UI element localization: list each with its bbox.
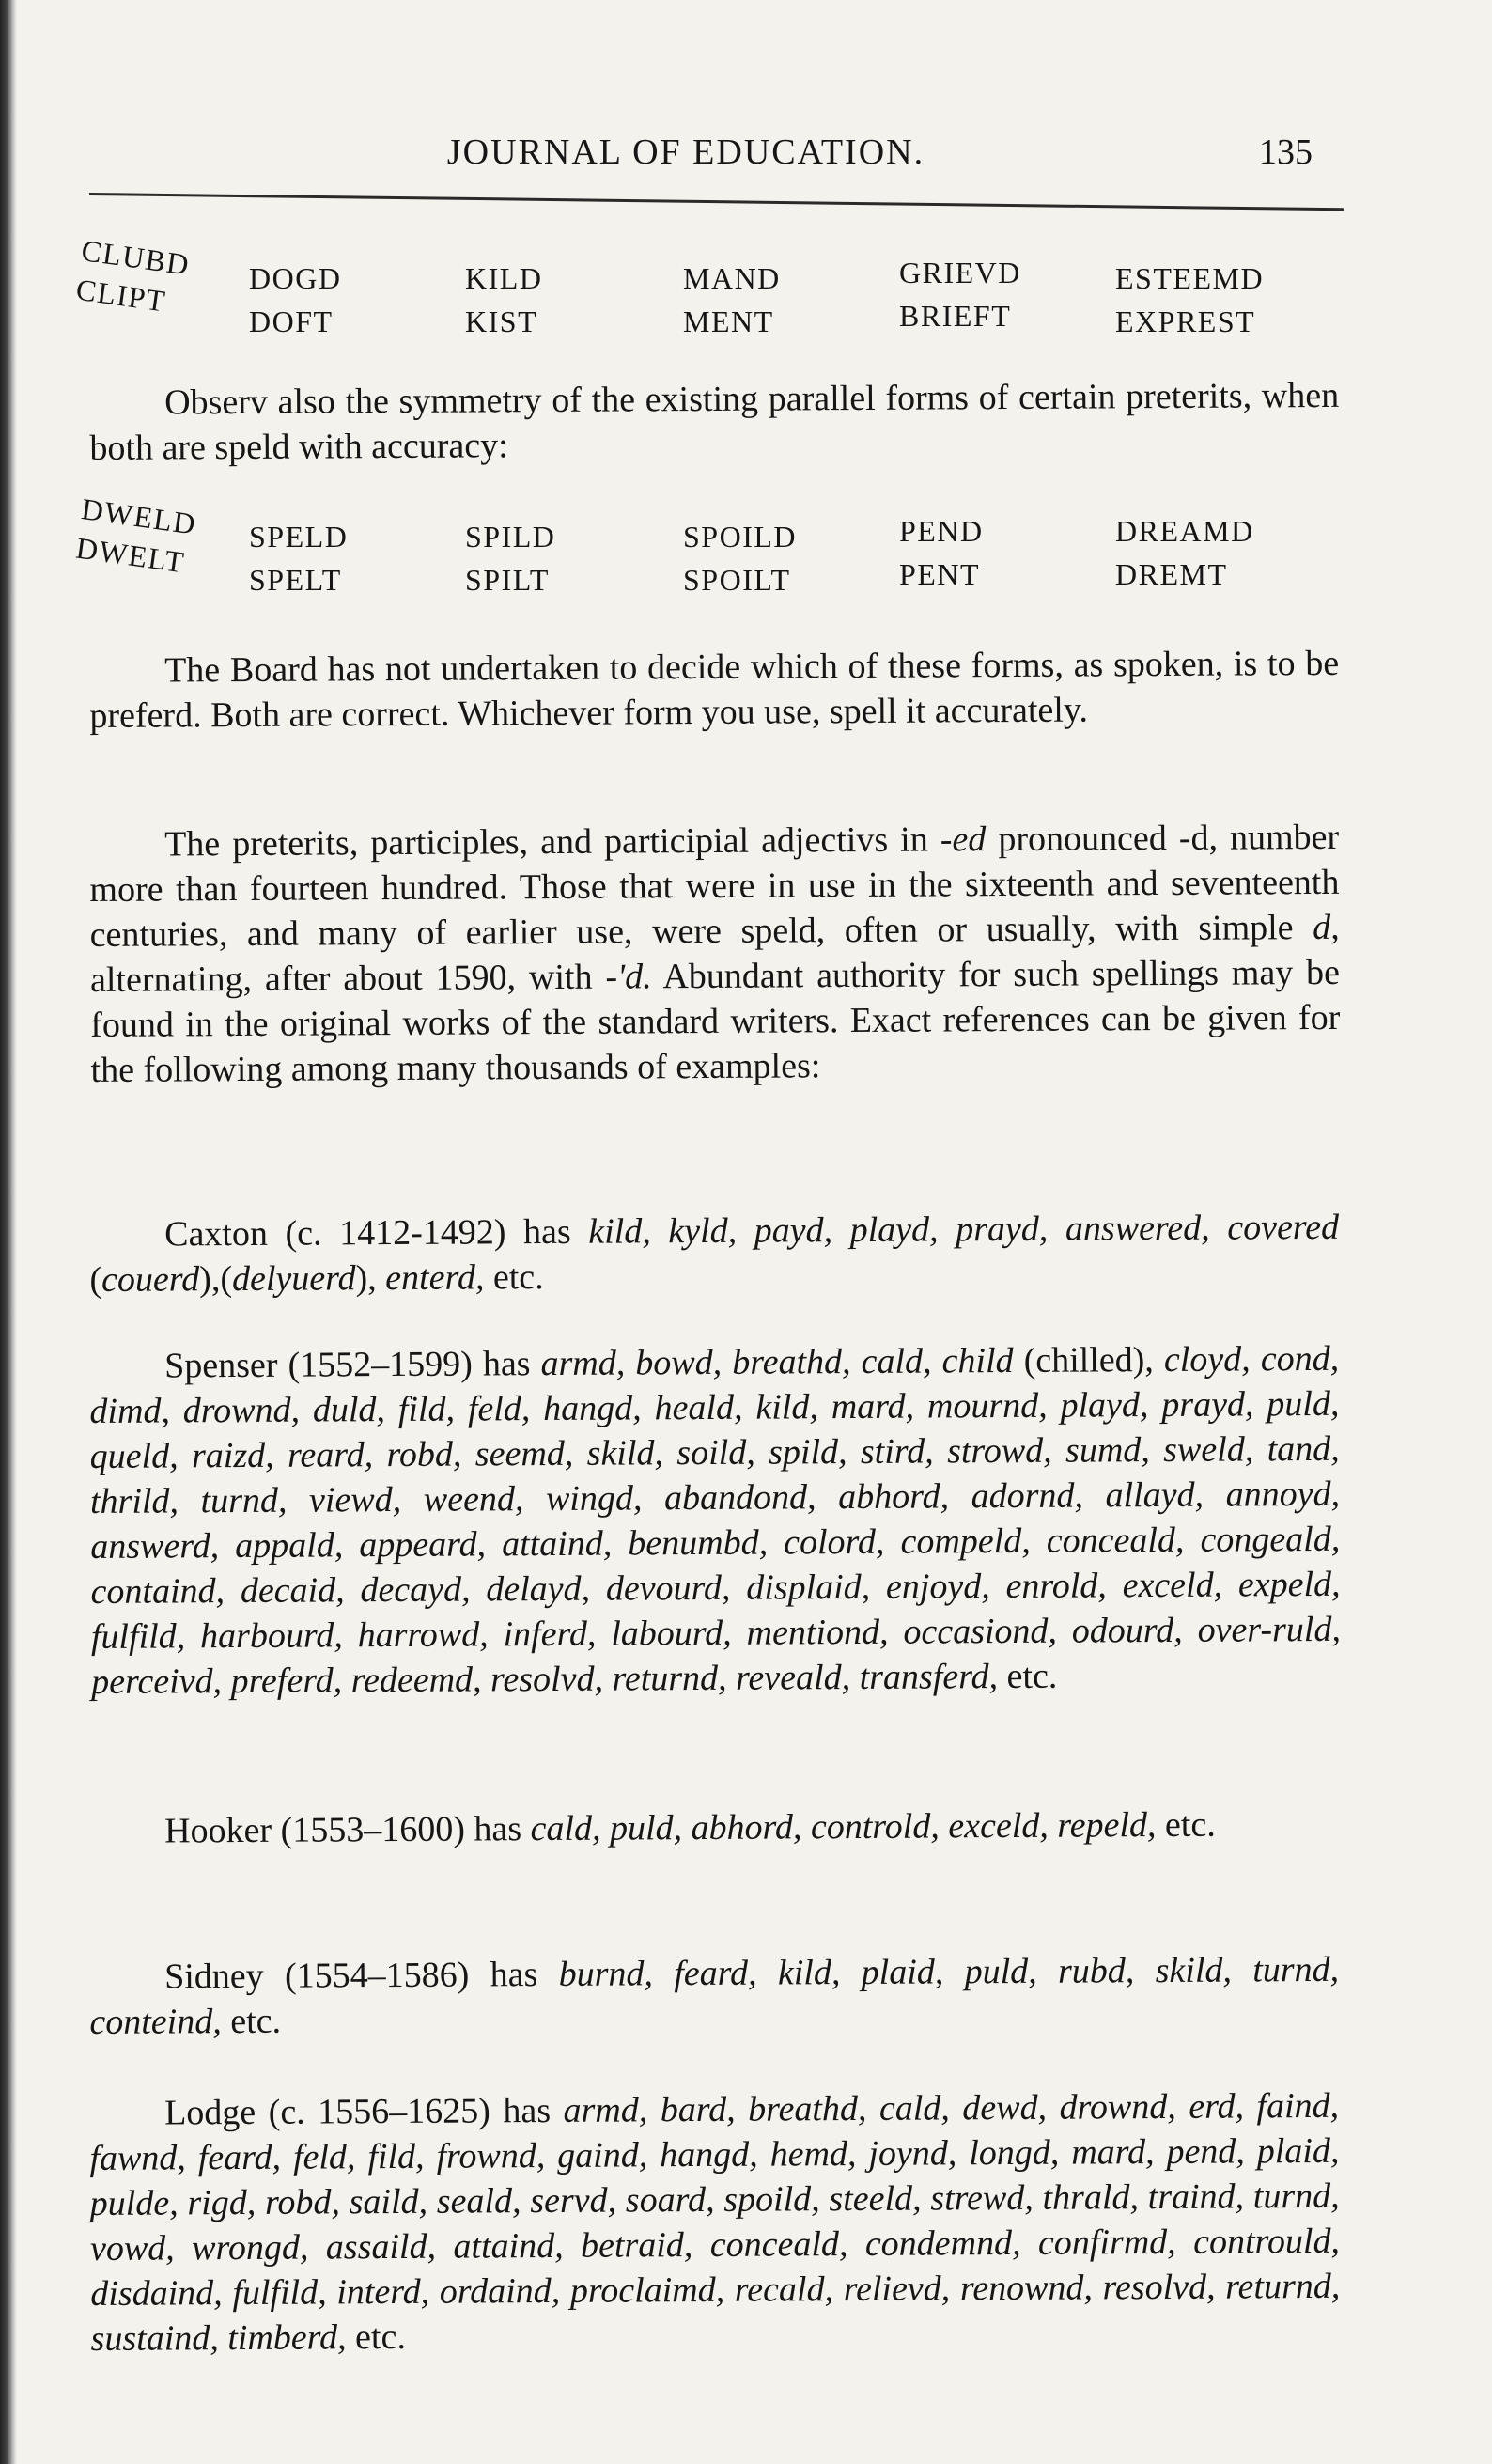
grid-column bbox=[683, 515, 871, 601]
grid-word: DWELT bbox=[73, 530, 188, 580]
paragraph-text: The Board has not undertaken to decide which of these forms, as spoken, is to be preferd. Both are correct. Whichever form you use, spell it accurately. bbox=[89, 643, 1340, 736]
paragraph-text: etc. bbox=[1156, 1804, 1216, 1846]
paragraph-text: etc. bbox=[221, 2001, 282, 2042]
paragraph-text: ), bbox=[355, 1258, 386, 1299]
grid-word: SPILD bbox=[465, 520, 556, 554]
italic-text: burnd, feard, kild, plaid, puld, rubd, skild, turnd, conteind, bbox=[89, 1949, 1340, 2042]
grid-word: DOGD bbox=[249, 261, 342, 295]
grid-word: DREMT bbox=[1115, 557, 1228, 591]
paragraph-text: alternating, after about 1590, with bbox=[89, 957, 606, 1000]
running-title: JOURNAL OF EDUCATION. bbox=[446, 133, 925, 172]
italic-text: -'d. bbox=[605, 957, 652, 997]
grid-word: KIST bbox=[465, 304, 538, 338]
italic-text: armd, bard, breathd, cald, dewd, drownd, erd, faind, fawnd, feard, feld, fild, frownd, gaind, hangd, hemd, joynd, longd, mard, pend, plaid, pulde, rigd, robd, saild, seald, servd, soard, spoild, steeld, strewd, thrald, traind, turnd, vowd, wrongd, assaild, attaind, betraid, conceald, condemnd, confirmd, contrould, disdaind, fulfild, interd, ordaind, proclaimd, recald, relievd, renownd, resolvd, returnd, sustaind, timberd, bbox=[89, 2085, 1341, 2359]
paragraph-text: ),( bbox=[199, 1259, 233, 1300]
grid-column bbox=[249, 257, 437, 343]
italic-text: enterd, bbox=[385, 1257, 485, 1299]
page-number: 135 bbox=[1259, 133, 1313, 172]
paragraph-text: Caxton (c. 1412-1492) has bbox=[164, 1211, 589, 1255]
paragraph-spenser bbox=[89, 1336, 1341, 1705]
paragraph-text: Observ also the symmetry of the existing parallel forms of certain preterits, when both are speld with accuracy: bbox=[89, 375, 1340, 468]
grid-word: BRIEFT bbox=[899, 299, 1012, 333]
grid-word: SPOILD bbox=[683, 520, 798, 554]
paragraph-text: etc. bbox=[997, 1656, 1058, 1697]
preterit-word-grid-1 bbox=[73, 230, 1372, 352]
grid-column bbox=[1115, 509, 1303, 596]
italic-text: cald, puld, abhord, controld, exceld, repeld, bbox=[530, 1805, 1157, 1849]
paragraph-text: Sidney (1554–1586) has bbox=[164, 1954, 559, 1997]
paragraph-caxton bbox=[89, 1205, 1340, 1302]
grid-word: SPELT bbox=[249, 563, 342, 597]
paragraph-text: pronounced -d, number more than fourteen hundred. Those that were in use in the sixteenth and seventeenth centuries, and many of earlier use, were speld, often or usually, with simple bbox=[89, 817, 1340, 955]
grid-word: SPOILT bbox=[683, 563, 791, 597]
italic-text: armd, bowd, breathd, cald, child bbox=[540, 1340, 1014, 1384]
paragraph-text: (chilled), bbox=[1013, 1340, 1165, 1380]
grid-word: SPELD bbox=[249, 520, 349, 554]
paragraph-text: etc. bbox=[484, 1257, 544, 1298]
grid-word: MENT bbox=[683, 304, 774, 338]
grid-word: MAND bbox=[683, 261, 781, 295]
header-rule bbox=[89, 193, 1344, 211]
italic-text: d, bbox=[1313, 907, 1340, 948]
grid-column bbox=[899, 251, 1087, 337]
paragraph-text: Lodge (c. 1556–1625) has bbox=[164, 2090, 564, 2133]
paragraph-board bbox=[89, 641, 1340, 739]
grid-word: KILD bbox=[465, 261, 543, 295]
preterit-word-grid-2 bbox=[73, 489, 1372, 611]
grid-lead-column bbox=[73, 489, 224, 586]
grid-word: SPILT bbox=[465, 563, 550, 597]
grid-word: DOFT bbox=[249, 304, 334, 338]
grid-column bbox=[683, 257, 871, 343]
paragraph-symmetry bbox=[89, 373, 1340, 471]
paragraph-sidney bbox=[89, 1947, 1340, 2045]
paragraph-text: Spenser (1552–1599) has bbox=[164, 1344, 541, 1386]
italic-text: cloyd, cond, dimd, drownd, duld, fild, feld, hangd, heald, kild, mard, mournd, playd, prayd, puld, queld, raizd, reard, robd, seemd, skild, soild, spild, stird, strowd, sumd, sweld, tand, thrild, turnd, viewd, weend, wingd, abandond, abhord, adornd, allayd, annoyd, answerd, appald, appeard, attaind, benumbd, colord, compeld, conceald, congeald, containd, decaid, decayd, delayd, devourd, displaid, enjoyd, enrold, exceld, expeld, fulfild, harbourd, harrowd, inferd, labourd, mentiond, occasiond, odourd, over-ruld, perceivd, preferd, redeemd, resolvd, returnd, reveald, transferd, bbox=[89, 1338, 1342, 1702]
grid-word: CLIPT bbox=[73, 272, 169, 319]
italic-text: couerd bbox=[101, 1259, 200, 1300]
grid-word: DWELD bbox=[79, 491, 199, 541]
grid-word: PEND bbox=[899, 514, 984, 548]
grid-column bbox=[465, 257, 653, 343]
italic-text: delyuerd bbox=[231, 1258, 356, 1300]
grid-column bbox=[249, 515, 437, 601]
italic-text: kild, kyld, payd, playd, prayd, answered, covered bbox=[588, 1207, 1340, 1252]
paragraph-text: ( bbox=[89, 1259, 102, 1300]
grid-word: EXPREST bbox=[1115, 304, 1256, 338]
paragraph-text: etc. bbox=[346, 2316, 407, 2358]
grid-word: PENT bbox=[899, 557, 980, 591]
grid-lead-column bbox=[73, 230, 224, 328]
grid-word: ESTEEMD bbox=[1115, 261, 1265, 295]
grid-column bbox=[465, 515, 653, 601]
paragraph-text: Abundant authority for such spellings may be found in the original works of the standard writers. Exact references can be given for the following among many thousands of examples: bbox=[90, 952, 1341, 1090]
paragraph-lodge bbox=[89, 2083, 1341, 2362]
grid-word: DREAMD bbox=[1115, 514, 1254, 548]
italic-text: -ed bbox=[940, 819, 987, 860]
paragraph-hooker bbox=[89, 1801, 1339, 1854]
grid-word: CLUBD bbox=[79, 232, 193, 282]
grid-word: GRIEVD bbox=[899, 256, 1021, 289]
paragraph-preterits bbox=[89, 815, 1341, 1093]
grid-column bbox=[1115, 257, 1303, 343]
grid-column bbox=[899, 509, 1087, 596]
paragraph-text: Hooker (1553–1600) has bbox=[164, 1809, 531, 1851]
paragraph-text: The preterits, participles, and participial adjectivs in bbox=[164, 819, 940, 865]
